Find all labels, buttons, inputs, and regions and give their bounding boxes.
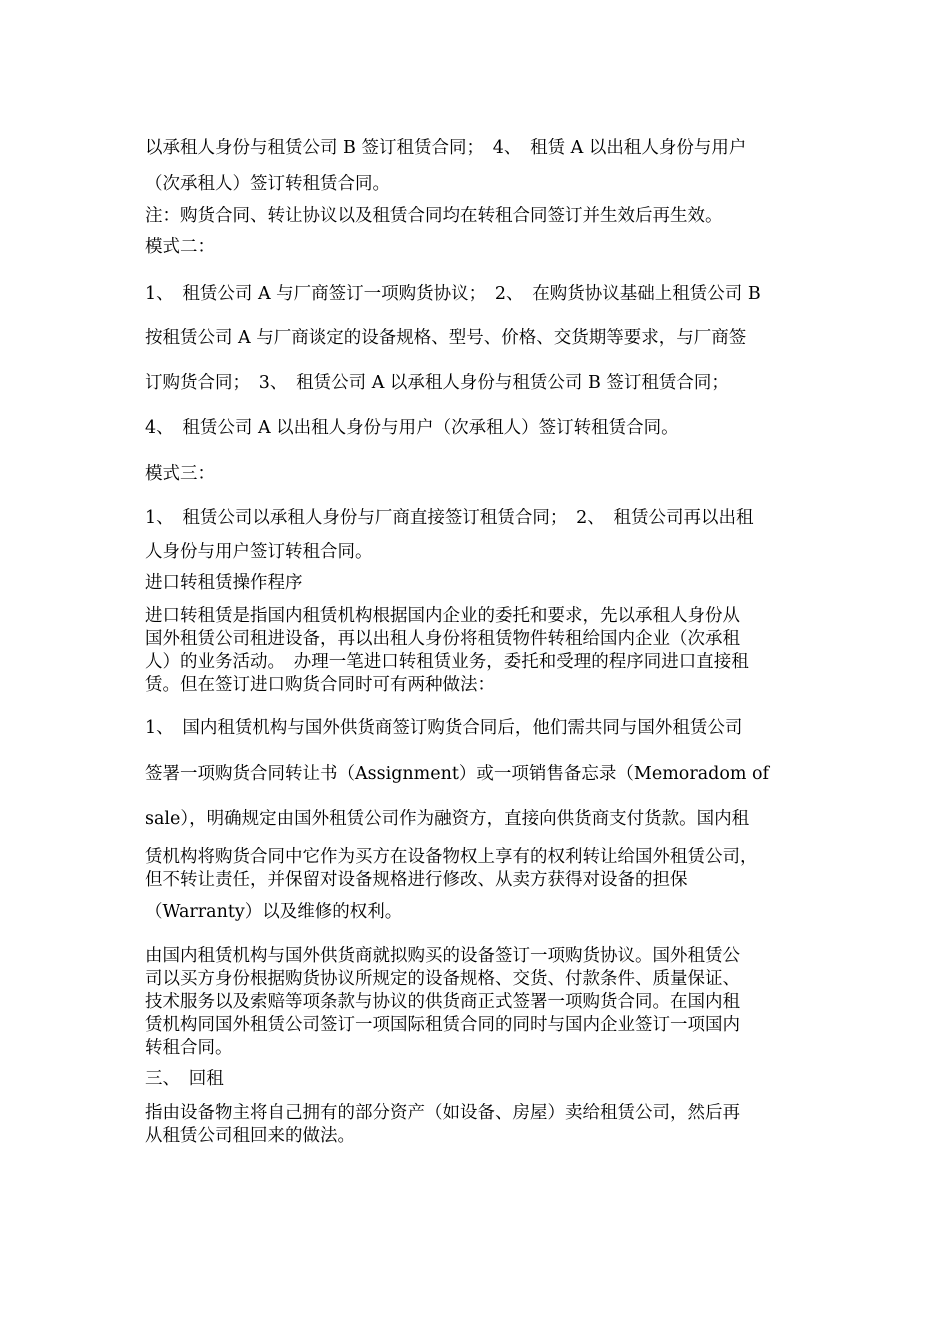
text-line: 签署一项购货合同转让书（Assignment）或一项销售备忘录（Memoradom of [145,764,770,784]
text-line: 国外租赁公司租进设备，再以出租人身份将租赁物件转租给国内企业（次承租 [145,629,740,649]
text-line: 按租赁公司 A 与厂商谈定的设备规格、型号、价格、交货期等要求，与厂商签 [145,328,747,348]
text-line: （次承租人）签订转租赁合同。 [145,174,390,194]
text-line: 赁机构同国外租赁公司签订一项国际租赁合同的同时与国内企业签订一项国内 [145,1015,740,1035]
text-line: 从租赁公司租回来的做法。 [145,1126,355,1146]
text-line: 由国内租赁机构与国外供货商就拟购买的设备签订一项购货协议。国外租赁公 [145,946,740,966]
text-line: 转租合同。 [145,1038,233,1058]
section-heading: 模式三： [145,464,215,484]
text-line: 赁机构将购货合同中它作为买方在设备物权上享有的权利转让给国外租赁公司， [145,847,758,867]
text-line: 赁。但在签订进口购货合同时可有两种做法： [145,675,495,695]
text-line: 1、 租赁公司 A 与厂商签订一项购货协议； 2、 在购货协议基础上租赁公司 B [145,284,761,304]
text-line: 人身份与用户签订转租合同。 [145,542,373,562]
text-line: 以承租人身份与租赁公司 B 签订租赁合同； 4、 租赁 A 以出租人身份与用户 [145,138,747,158]
text-line: 人）的业务活动。 办理一笔进口转租赁业务，委托和受理的程序同进口直接租 [145,652,749,672]
text-line: 技术服务以及索赔等项条款与协议的供货商正式签署一项购货合同。在国内租 [145,992,740,1012]
section-heading: 三、 回租 [145,1069,224,1089]
text-line: 司以买方身份根据购货协议所规定的设备规格、交货、付款条件、质量保证、 [145,969,740,989]
text-line: 4、 租赁公司 A 以出租人身份与用户（次承租人）签订转租赁合同。 [145,418,679,438]
text-line: 1、 租赁公司以承租人身份与厂商直接签订租赁合同； 2、 租赁公司再以出租 [145,508,754,528]
section-heading: 模式二： [145,237,215,257]
text-line: （Warranty）以及维修的权利。 [145,902,403,922]
section-heading: 进口转租赁操作程序 [145,573,303,593]
text-line: 订购货合同； 3、 租赁公司 A 以承租人身份与租赁公司 B 签订租赁合同； [145,373,729,393]
text-line: 1、 国内租赁机构与国外供货商签订购货合同后，他们需共同与国外租赁公司 [145,718,743,738]
text-line: 指由设备物主将自己拥有的部分资产（如设备、房屋）卖给租赁公司，然后再 [145,1103,740,1123]
text-line: 注：购货合同、转让协议以及租赁合同均在转租合同签订并生效后再生效。 [145,206,723,226]
text-line: sale），明确规定由国外租赁公司作为融资方，直接向供货商支付货款。国内租 [145,809,750,829]
text-line: 进口转租赁是指国内租赁机构根据国内企业的委托和要求，先以承租人身份从 [145,606,740,626]
text-line: 但不转让责任，并保留对设备规格进行修改、从卖方获得对设备的担保 [145,870,688,890]
